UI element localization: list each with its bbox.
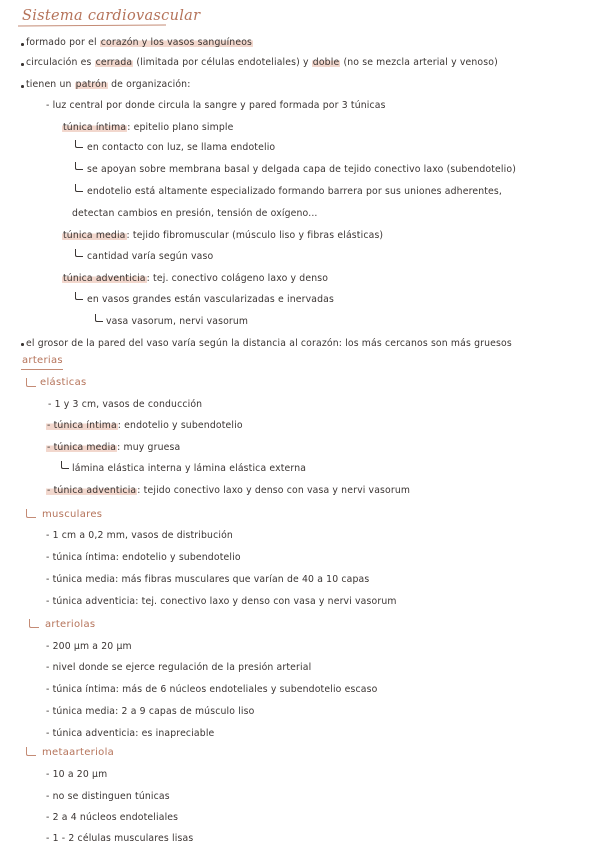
bullet-dot — [21, 63, 24, 66]
elasticas-heading: elásticas — [40, 377, 87, 388]
intima-sub2: se apoyan sobre membrana basal y delgada capa de tejido conectivo laxo (subendotelio) — [87, 164, 516, 175]
arteriolas-heading: arteriolas — [45, 619, 96, 630]
intima-sub3b: detectan cambios en presión, tensión de oxígeno... — [72, 208, 318, 219]
arrow-icon — [75, 184, 83, 192]
adventicia-sub1: en vasos grandes están vascularizadas e inervadas — [87, 294, 334, 305]
elasticas-l2: - túnica íntima: endotelio y subendotelio — [47, 420, 243, 431]
arrow-icon — [26, 509, 36, 518]
title-underline — [18, 24, 166, 26]
arrow-icon — [26, 378, 36, 387]
arteriolas-l2: - nivel donde se ejerce regulación de la presión arterial — [46, 662, 312, 673]
musculares-l1: - 1 cm a 0,2 mm, vasos de distribución — [46, 530, 233, 541]
bullet-dot — [21, 343, 24, 346]
arrow-icon — [75, 249, 83, 257]
intro-line-luz: - luz central por donde circula la sangre y pared formada por 3 túnicas — [46, 100, 386, 111]
elasticas-l4: lámina elástica interna y lámina elástica externa — [72, 463, 307, 474]
arrow-icon — [95, 314, 103, 322]
grosor-line: el grosor de la pared del vaso varía según la distancia al corazón: los más cercanos son más gruesos — [26, 338, 512, 349]
adventicia-line: túnica adventicia: tej. conectivo colágeno laxo y denso — [63, 273, 329, 284]
media-sub1: cantidad varía según vaso — [87, 251, 214, 262]
intro-line-formado: formado por el corazón y los vasos sanguíneos — [26, 37, 253, 48]
arterias-heading: arterias — [22, 355, 63, 366]
intima-line: túnica íntima: epitelio plano simple — [63, 122, 234, 133]
arteriolas-l5: - túnica adventicia: es inapreciable — [46, 728, 215, 739]
bullet-dot — [21, 43, 24, 46]
metaarteriola-l3: - 2 a 4 núcleos endoteliales — [46, 812, 179, 823]
arrow-icon — [61, 461, 69, 469]
bullet-dot — [21, 85, 24, 88]
arteriolas-l3: - túnica íntima: más de 6 núcleos endoteliales y subendotelio escaso — [46, 684, 378, 695]
adventicia-sub2: vasa vasorum, nervi vasorum — [106, 316, 249, 327]
intro-line-circulacion: circulación es cerrada (limitada por células endoteliales) y doble (no se mezcla arterial y venoso) — [26, 57, 498, 68]
musculares-l2: - túnica íntima: endotelio y subendotelio — [46, 552, 241, 563]
metaarteriola-l1: - 10 a 20 µm — [46, 769, 108, 780]
arrow-icon — [29, 619, 39, 628]
arrow-icon — [26, 747, 36, 756]
intima-sub3a: endotelio está altamente especializado formando barrera por sus uniones adherentes, — [87, 186, 503, 197]
intro-line-patron: tienen un patrón de organización: — [26, 79, 191, 90]
media-line: túnica media: tejido fibromuscular (músculo liso y fibras elásticas) — [63, 230, 384, 241]
page-title: Sistema cardiovascular — [22, 8, 201, 24]
heading-underline — [21, 369, 63, 370]
arrow-icon — [75, 292, 83, 300]
arrow-icon — [75, 140, 83, 148]
intima-sub1: en contacto con luz, se llama endotelio — [87, 142, 276, 153]
musculares-l3: - túnica media: más fibras musculares que varían de 40 a 10 capas — [46, 574, 370, 585]
musculares-l4: - túnica adventicia: tej. conectivo laxo y denso con vasa y nervi vasorum — [46, 596, 397, 607]
metaarteriola-heading: metaarteriola — [42, 747, 115, 758]
metaarteriola-l2: - no se distinguen túnicas — [46, 791, 170, 802]
elasticas-l1: - 1 y 3 cm, vasos de conducción — [48, 399, 203, 410]
arrow-icon — [75, 162, 83, 170]
elasticas-l5: - túnica adventicia: tejido conectivo laxo y denso con vasa y nervi vasorum — [47, 485, 411, 496]
musculares-heading: musculares — [42, 509, 103, 520]
arteriolas-l4: - túnica media: 2 a 9 capas de músculo liso — [46, 706, 255, 717]
metaarteriola-l4: - 1 - 2 células musculares lisas — [46, 833, 194, 844]
elasticas-l3: - túnica media: muy gruesa — [47, 442, 181, 453]
arteriolas-l1: - 200 µm a 20 µm — [46, 641, 132, 652]
